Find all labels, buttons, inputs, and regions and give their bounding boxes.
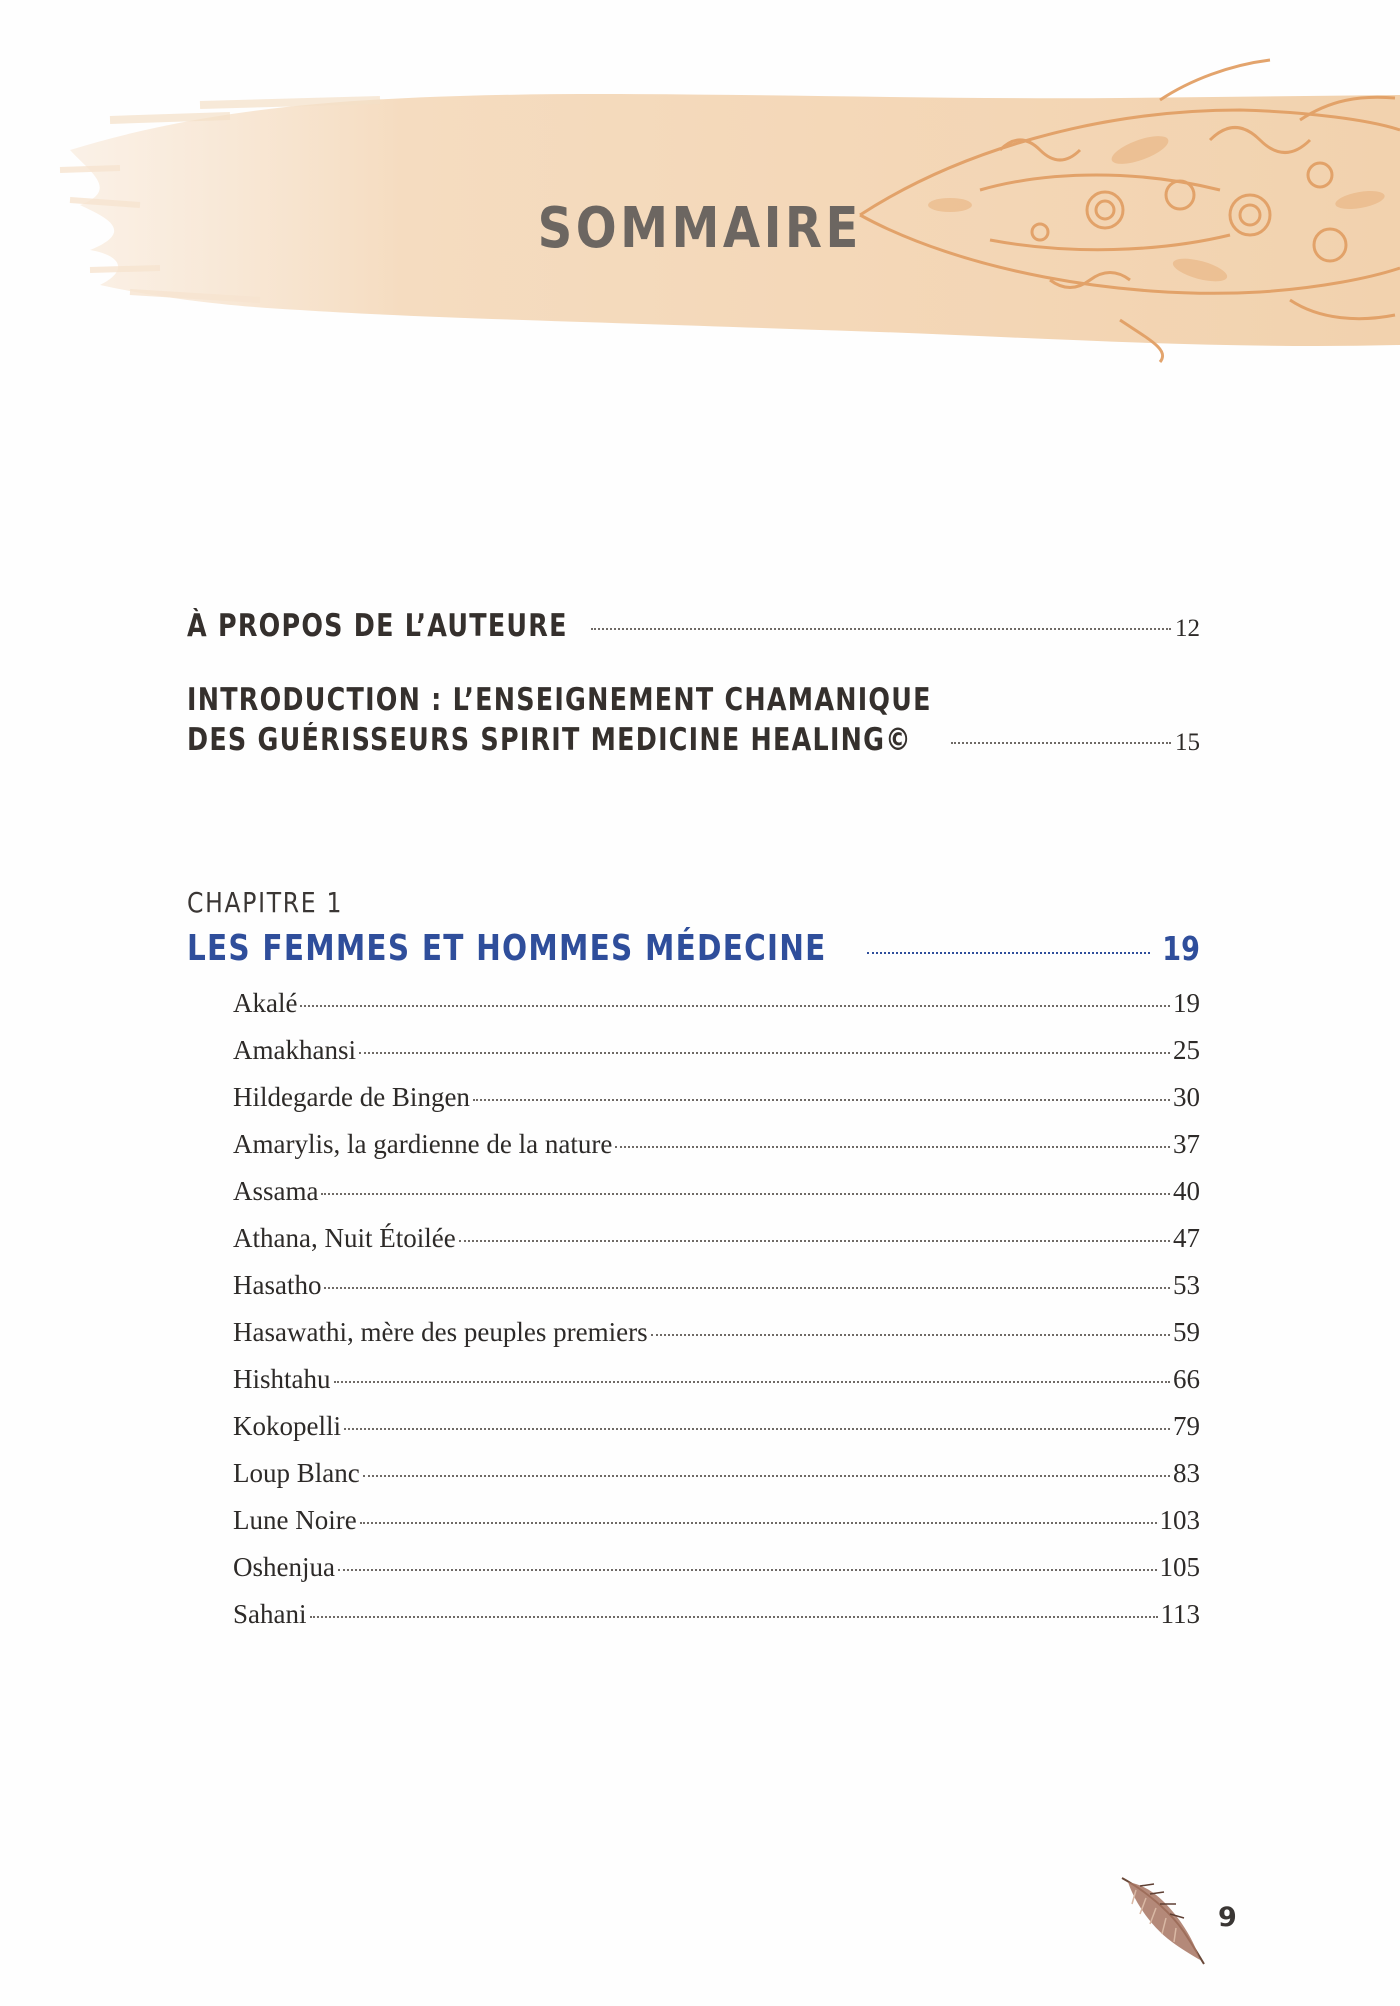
chapter-item-list — [233, 988, 1200, 1646]
toc-sub-entry[interactable] — [233, 1082, 1200, 1129]
sub-entry-page: 113 — [1160, 1599, 1200, 1629]
toc-sub-entry[interactable] — [233, 1552, 1200, 1599]
toc-sub-entry[interactable] — [233, 1223, 1200, 1270]
toc-entry-about[interactable] — [187, 608, 1200, 644]
chapter-kicker: CHAPITRE 1 — [187, 886, 344, 919]
dot-leader — [338, 1569, 1157, 1571]
sub-entry-label: Amakhansi — [233, 1035, 356, 1065]
dot-leader — [359, 1052, 1170, 1054]
header-banner — [0, 0, 1400, 390]
sub-entry-label: Lune Noire — [233, 1505, 357, 1535]
sub-entry-label: Hasatho — [233, 1270, 322, 1300]
dot-leader — [334, 1381, 1171, 1383]
sub-entry-label: Athana, Nuit Étoilée — [233, 1223, 456, 1253]
chapter-title: LES FEMMES ET HOMMES MÉDECINE — [187, 928, 827, 969]
dot-leader — [344, 1428, 1170, 1430]
dot-leader — [591, 628, 1171, 630]
sub-entry-page: 40 — [1173, 1176, 1200, 1206]
sub-entry-page: 19 — [1173, 988, 1200, 1018]
toc-entry-label: À PROPOS DE L’AUTEURE — [187, 608, 568, 644]
toc-entry-label-line1: INTRODUCTION : L’ENSEIGNEMENT CHAMANIQUE — [187, 682, 932, 718]
dot-leader — [867, 952, 1150, 954]
sub-entry-page: 37 — [1173, 1129, 1200, 1159]
sub-entry-label: Oshenjua — [233, 1552, 335, 1582]
toc-entry-introduction[interactable] — [187, 682, 1200, 758]
sub-entry-page: 105 — [1159, 1552, 1200, 1582]
page-title: SOMMAIRE — [537, 196, 862, 261]
toc-sub-entry[interactable] — [233, 1317, 1200, 1364]
dot-leader — [321, 1193, 1170, 1195]
dot-leader — [951, 742, 1171, 744]
toc-entry-page: 12 — [1175, 615, 1200, 642]
toc-entry-page: 15 — [1175, 729, 1200, 756]
page-number: 9 — [1218, 1902, 1237, 1933]
toc-sub-entry[interactable] — [233, 1364, 1200, 1411]
sub-entry-label: Hishtahu — [233, 1364, 331, 1394]
sub-entry-page: 79 — [1173, 1411, 1200, 1441]
sub-entry-page: 25 — [1173, 1035, 1200, 1065]
brush-stroke-ornament — [0, 0, 1400, 390]
sub-entry-label: Loup Blanc — [233, 1458, 360, 1488]
toc-sub-entry[interactable] — [233, 1505, 1200, 1552]
dot-leader — [363, 1475, 1170, 1477]
dot-leader — [324, 1287, 1170, 1289]
dot-leader — [473, 1099, 1170, 1101]
sub-entry-label: Sahani — [233, 1599, 307, 1629]
sub-entry-label: Assama — [233, 1176, 319, 1206]
sub-entry-page: 103 — [1159, 1505, 1200, 1535]
toc-sub-entry[interactable] — [233, 1129, 1200, 1176]
sub-entry-label: Kokopelli — [233, 1411, 341, 1441]
dot-leader — [651, 1334, 1170, 1336]
dot-leader — [300, 1005, 1170, 1007]
dot-leader — [459, 1240, 1170, 1242]
sub-entry-page: 59 — [1173, 1317, 1200, 1347]
sub-entry-page: 47 — [1173, 1223, 1200, 1253]
sub-entry-label: Hildegarde de Bingen — [233, 1082, 470, 1112]
toc-sub-entry[interactable] — [233, 1176, 1200, 1223]
sub-entry-page: 53 — [1173, 1270, 1200, 1300]
toc-sub-entry[interactable] — [233, 1270, 1200, 1317]
toc-sub-entry[interactable] — [233, 1458, 1200, 1505]
sub-entry-label: Hasawathi, mère des peuples premiers — [233, 1317, 648, 1347]
toc-sub-entry[interactable] — [233, 988, 1200, 1035]
toc-sub-entry[interactable] — [233, 1599, 1200, 1646]
sub-entry-page: 30 — [1173, 1082, 1200, 1112]
feather-icon — [1114, 1870, 1214, 1970]
toc-sub-entry[interactable] — [233, 1035, 1200, 1082]
dot-leader — [360, 1522, 1157, 1524]
dot-leader — [615, 1146, 1170, 1148]
sub-entry-label: Akalé — [233, 988, 298, 1018]
toc-entry-label-line2: DES GUÉRISSEURS SPIRIT MEDICINE HEALING© — [187, 722, 912, 758]
sub-entry-page: 83 — [1173, 1458, 1200, 1488]
dot-leader — [310, 1616, 1158, 1618]
toc-sub-entry[interactable] — [233, 1411, 1200, 1458]
sub-entry-page: 66 — [1173, 1364, 1200, 1394]
toc-chapter-entry[interactable] — [187, 928, 1200, 969]
chapter-page: 19 — [1162, 929, 1200, 968]
sub-entry-label: Amarylis, la gardienne de la nature — [233, 1129, 613, 1159]
